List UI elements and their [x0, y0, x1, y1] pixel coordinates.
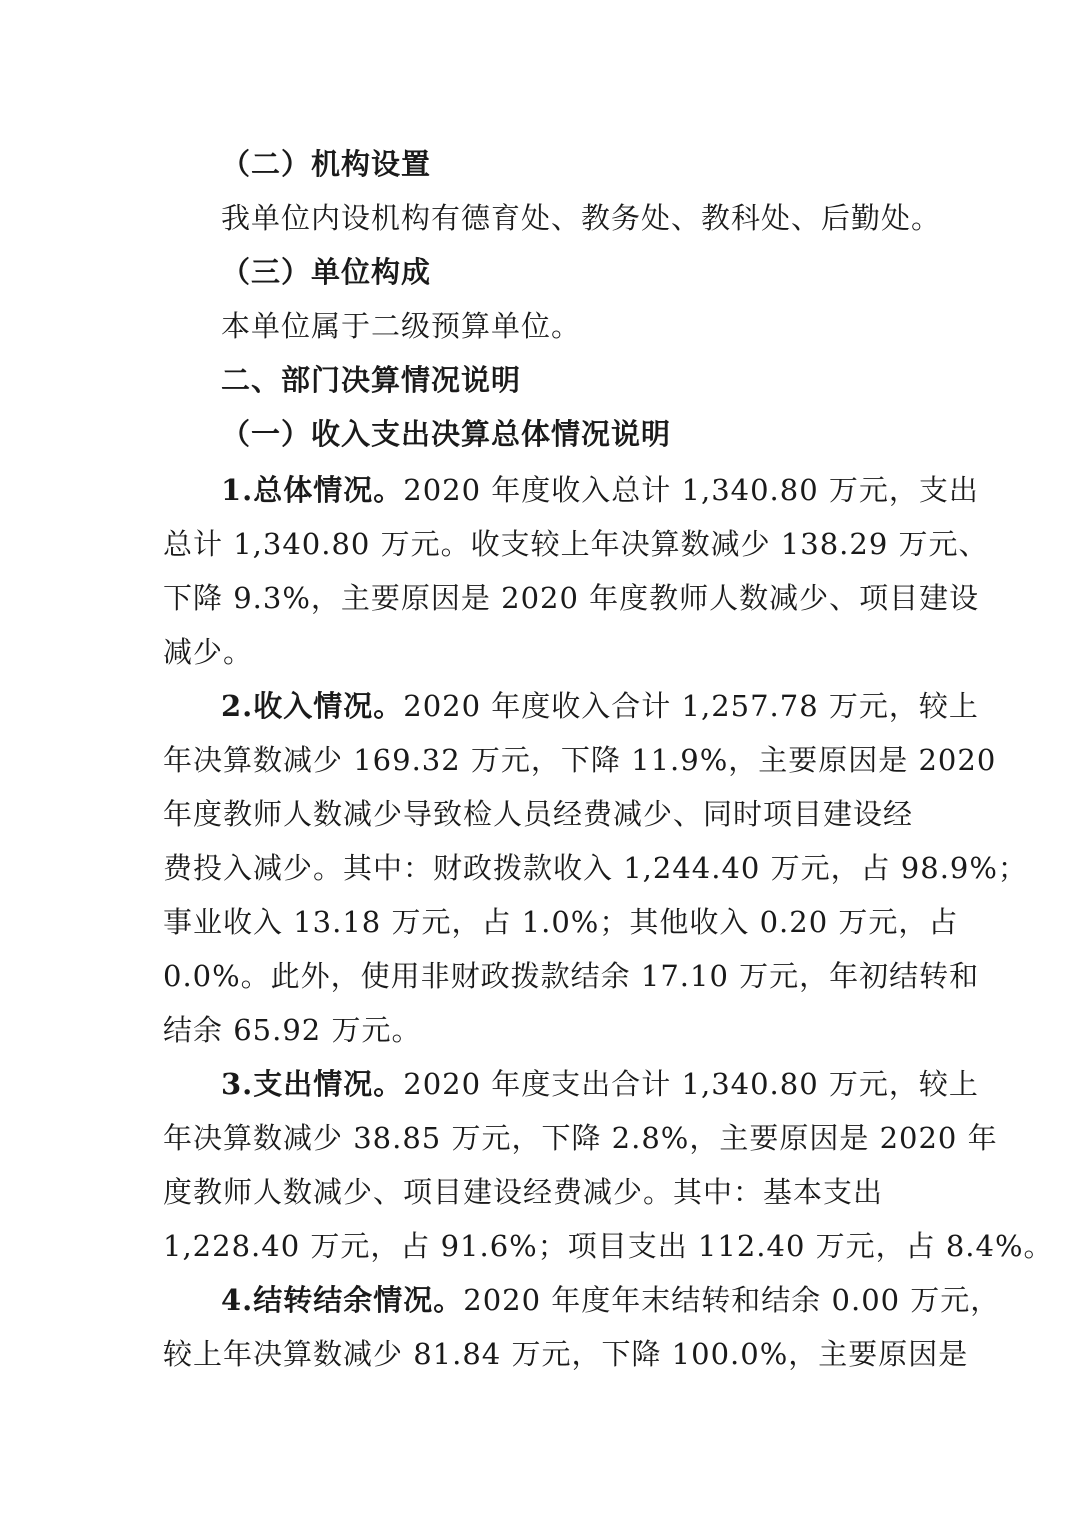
- paragraph-lead: 1.总体情况。: [221, 473, 404, 507]
- paragraph-overall-line-4: 减少。: [163, 635, 254, 669]
- paragraph-income-line-3: 年度教师人数减少导致检人员经费减少、同时项目建设经: [163, 797, 914, 831]
- sub-heading: （一）收入支出决算总体情况说明: [221, 417, 672, 451]
- paragraph-text: 2020 年度年末结转和结余 0.00 万元，: [463, 1283, 1001, 1317]
- paragraph-lead: 4.结转结余情况。: [221, 1283, 464, 1317]
- paragraph-expense-line-4: 1,228.40 万元，占 91.6%；项目支出 112.40 万元，占 8.4%。: [163, 1229, 1054, 1263]
- paragraph-income-line-1: [221, 686, 979, 726]
- section-body-composition: 本单位属于二级预算单位。: [221, 309, 582, 343]
- paragraph-lead: 2.收入情况。: [221, 689, 404, 723]
- paragraph-balance-line-2: 较上年决算数减少 81.84 万元，下降 100.0%，主要原因是: [163, 1337, 969, 1371]
- section-body-institution: 我单位内设机构有德育处、教务处、教科处、后勤处。: [221, 201, 942, 235]
- paragraph-expense-line-3: 度教师人数减少、项目建设经费减少。其中：基本支出: [163, 1175, 884, 1209]
- paragraph-text: 2020 年度收入总计 1,340.80 万元，支出: [403, 473, 979, 507]
- paragraph-income-line-4: 费投入减少。其中：财政拨款收入 1,244.40 万元，占 98.9%；: [163, 851, 1028, 885]
- paragraph-expense-line-2: 年决算数减少 38.85 万元，下降 2.8%，主要原因是 2020 年: [163, 1121, 998, 1155]
- paragraph-income-line-5: 事业收入 13.18 万元，占 1.0%；其他收入 0.20 万元，占: [163, 905, 959, 939]
- paragraph-income-line-2: 年决算数减少 169.32 万元，下降 11.9%，主要原因是 2020: [163, 743, 997, 777]
- paragraph-income-line-6: 0.0%。此外，使用非财政拨款结余 17.10 万元，年初结转和: [163, 959, 980, 993]
- paragraph-overall-line-3: 下降 9.3%，主要原因是 2020 年度教师人数减少、项目建设: [163, 581, 980, 615]
- paragraph-text: 2020 年度收入合计 1,257.78 万元，较上: [403, 689, 979, 723]
- section-heading-composition: （三）单位构成: [221, 255, 432, 289]
- paragraph-income-line-7: 结余 65.92 万元。: [163, 1013, 422, 1047]
- paragraph-overall-line-1: [221, 470, 979, 510]
- paragraph-lead: 3.支出情况。: [221, 1067, 404, 1101]
- section-heading-institution: （二）机构设置: [221, 147, 432, 181]
- paragraph-balance-line-1: [221, 1280, 1000, 1320]
- paragraph-expense-line-1: [221, 1064, 979, 1104]
- paragraph-text: 2020 年度支出合计 1,340.80 万元，较上: [403, 1067, 979, 1101]
- paragraph-overall-line-2: 总计 1,340.80 万元。收支较上年决算数减少 138.29 万元、: [163, 527, 989, 561]
- part-heading: 二、部门决算情况说明: [221, 363, 522, 397]
